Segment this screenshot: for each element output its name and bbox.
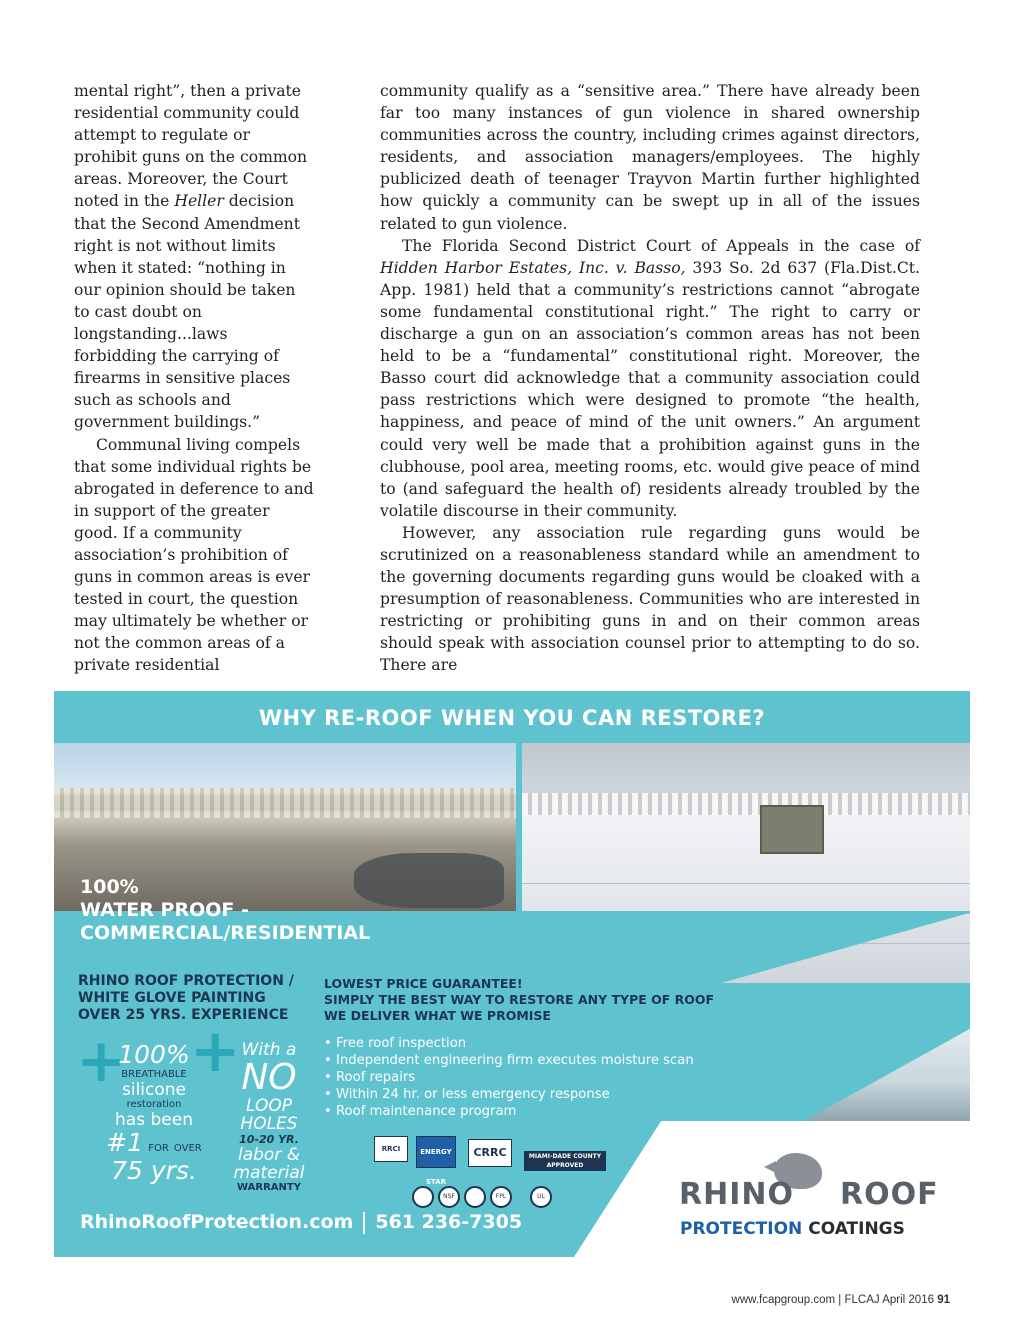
case-name: Heller [174,192,224,211]
experience-line: WHITE GLOVE PAINTING [78,990,266,1006]
badge-text: APPROVED [546,1162,584,1169]
fpl-icon: FPL [490,1186,512,1208]
website-link[interactable]: RhinoRoofProtection.com [80,1211,354,1233]
badge-text: OVER [173,1143,202,1154]
paragraph: Communal living compels that some individual rights be abrogated in deference to and in support of the greater good. If a community association’s prohibition of guns in common areas is ever tested in court, the question may ultimately be whether or not the common areas of a private residential [74,435,314,675]
crrc-logo-icon: CRRC [468,1139,512,1167]
list-item: • Roof maintenance program [324,1103,694,1120]
silicone-badge [104,1041,204,1185]
list-item: • Independent engineering firm executes moisture scan [324,1052,694,1069]
warranty-badge [214,1041,324,1193]
article-column-right [380,80,920,677]
badge-text: BREATHABLE [121,1069,187,1080]
badge-text: silicone [121,1080,186,1100]
footer-date: April 2016 [882,1294,934,1306]
plus-icon: + [76,1026,127,1096]
guarantee-heading [324,976,714,1024]
footer-journal: FLCAJ [844,1294,880,1306]
paragraph-text: 393 So. 2d 637 (Fla.Dist.Ct. App. 1981) held that a community’s restrictions cannot “abrogate some fundamental constitutional right.” The right to carry or discharge a gun on an association’s common areas has not been held to be a “fundamental” constitutional right. Moreover, the Basso court did acknowledge that a community association could pass restrictions which were designed to promote “the health, happiness, and peace of mind of the unit owners.” An argument could very well be made that a prohibition against guns in the clubhouse, pool area, meeting rooms, etc. would give peace of mind to (and safeguard the health of) residents already troubled by the volatile discourse in their community. [380,258,920,520]
waterproof-line: COMMERCIAL/RESIDENTIAL [80,922,371,944]
badge-text: HOLES [240,1114,298,1134]
logo-text: ROOF [839,1177,939,1212]
badge-text: labor & [238,1145,300,1165]
list-item: • Within 24 hr. or less emergency response [324,1086,694,1103]
miami-dade-approved-badge [524,1151,606,1171]
badge-text: restoration [126,1099,182,1110]
badge-text: 100% [118,1040,190,1069]
guarantee-line: WE DELIVER WHAT WE PROMISE [324,1008,551,1023]
ac-unit [760,805,824,854]
paragraph: However, any association rule regarding guns would be scrutinized on a reasonableness standard while an amendment to the governing documents regarding guns would be cloaked with a presumption of reasonableness. Communities who are interested in restricting or prohibiting guns in and on their common areas should speak with association counsel prior to attempting to do so. There are [380,523,920,675]
page-footer: www.fcapgroup.com | FLCAJ April 2016 91 [731,1294,950,1306]
badge-text: FOR [148,1143,169,1154]
rhino-roof-logo [679,1177,939,1212]
article-column-left [74,80,314,677]
seal-icon [412,1186,434,1208]
paragraph-text: mental right”, then a private residential community could attempt to regulate or prohibit guns on the common areas. Moreover, the Court noted in the [74,82,308,211]
badge-text: #1 [106,1128,144,1157]
guarantee-line: SIMPLY THE BEST WAY TO RESTORE ANY TYPE OF ROOF [324,992,715,1007]
logo-text: PROTECTION [680,1219,803,1239]
advertisement[interactable] [54,691,970,1257]
logo-subtitle [680,1219,905,1239]
badge-text: NO [241,1057,297,1098]
guarantee-line: LOWEST PRICE GUARANTEE! [324,976,523,991]
water-puddle [354,853,504,908]
energy-star-icon: ENERGY STAR [416,1136,456,1168]
balustrade [522,793,970,815]
badge-text: With a [241,1040,297,1060]
services-list [324,1035,694,1120]
plus-icon: + [190,1016,241,1086]
experience-line: RHINO ROOF PROTECTION / [78,973,294,989]
leaf-seal-icon [464,1186,486,1208]
badge-text: LOOP [246,1096,292,1116]
case-name: Hidden Harbor Estates, Inc. v. Basso, [380,258,686,277]
waterproof-heading [80,876,370,945]
paragraph-text: The Florida Second District Court of Appeals in the case of [402,236,920,255]
badge-text: material [233,1163,305,1183]
paragraph: community qualify as a “sensitive area.” There have already been far too many instances of gun violence in shared ownership communities across the country, including crimes against directors, residents, and association managers/employees. The highly publicized death of teenager Trayvon Martin further highlighted how quickly a community can be swept up in all of the issues related to gun violence. [380,82,920,233]
paragraph [74,80,314,434]
logo-text: COATINGS [808,1219,905,1239]
footer-site: www.fcapgroup.com [731,1294,836,1306]
experience-line: OVER 25 YRS. EXPERIENCE [78,1007,289,1023]
page-number: 91 [937,1294,950,1306]
badge-text: has been [115,1110,193,1130]
divider [363,1212,365,1234]
badge-text: MIAMI-DADE COUNTY [528,1153,602,1160]
ul-icon: UL [530,1186,552,1208]
phone-number[interactable]: 561 236-7305 [375,1211,523,1233]
ad-contact [80,1211,522,1234]
waterproof-line: WATER PROOF - [80,899,249,921]
balustrade [54,788,516,818]
nsf-icon: NSF [438,1186,460,1208]
paragraph [380,235,920,522]
rrci-logo-icon: RRCI [374,1136,408,1162]
experience-heading [78,973,294,1024]
badge-text: WARRANTY [237,1182,301,1193]
list-item: • Free roof inspection [324,1035,694,1052]
ad-headline: WHY RE-ROOF WHEN YOU CAN RESTORE? [258,706,766,730]
paragraph-text: decision that the Second Amendment right is not without limits when it stated: “nothing in our opinion should be taken to cast doubt on longstanding...laws forbidding the carrying of firearms in sensitive places such as schools and government buildings.” [74,192,300,432]
waterproof-line: 100% [80,876,139,898]
list-item: • Roof repairs [324,1069,694,1086]
badge-text: 75 yrs. [111,1156,197,1185]
badge-text: 10-20 YR. [239,1133,299,1146]
seam-line [522,883,970,884]
logo-text: RHINO [679,1177,794,1212]
